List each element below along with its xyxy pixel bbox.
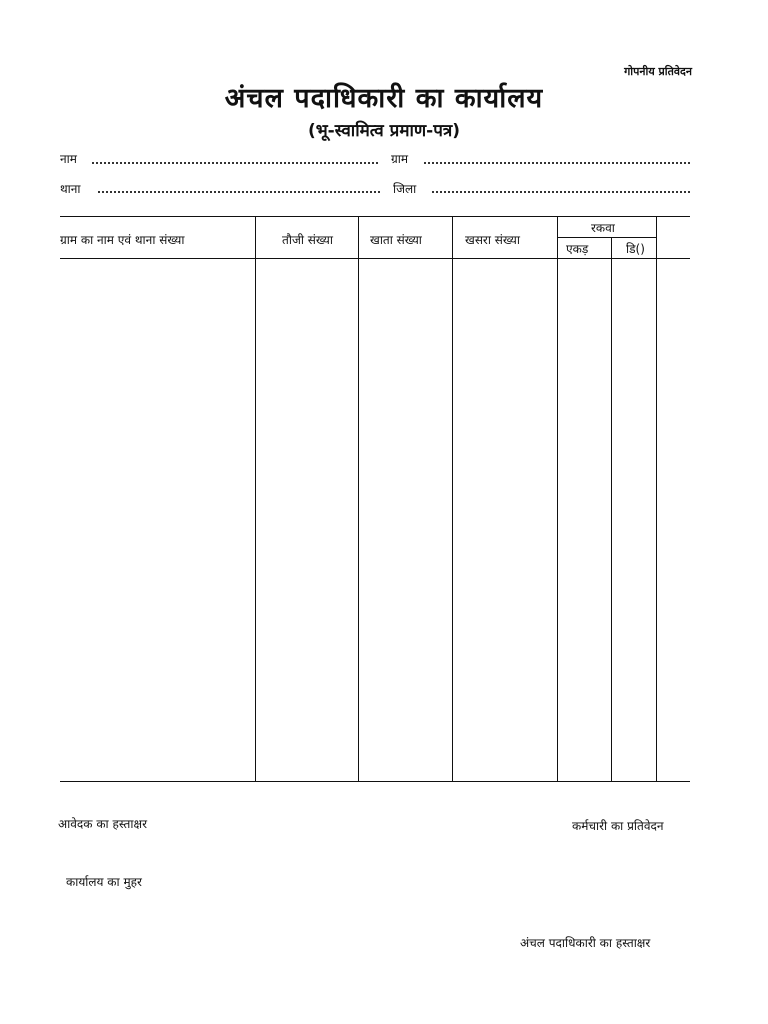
column-header-village-thana: ग्राम का नाम एवं थाना संख्या (60, 233, 185, 247)
page-title: अंचल पदाधिकारी का कार्यालय (224, 83, 544, 114)
office-seal-label: कार्यालय का मुहर (66, 875, 142, 889)
officer-signature-label: अंचल पदाधिकारी का हस्ताक्षर (520, 936, 651, 950)
applicant-signature-label: आवेदक का हस्ताक्षर (58, 817, 147, 831)
police-station-field[interactable] (98, 191, 380, 193)
name-label: नाम (60, 152, 77, 166)
table-bottom-border (60, 781, 690, 782)
confidential-report-label: गोपनीय प्रतिवेदन (624, 65, 692, 78)
page-subtitle: (भू-स्वामित्व प्रमाण-पत्र) (307, 121, 461, 141)
column-header-acre: एकड़ (566, 242, 589, 256)
village-label: ग्राम (391, 152, 409, 166)
table-top-border (60, 216, 690, 217)
table-body[interactable] (60, 260, 690, 780)
column-header-tauzi: तौजी संख्या (282, 233, 333, 247)
area-subheader-divider (558, 237, 656, 238)
employee-report-label: कर्मचारी का प्रतिवेदन (572, 819, 664, 833)
column-header-khasra: खसरा संख्या (465, 233, 520, 247)
column-header-khata: खाता संख्या (370, 233, 422, 247)
column-header-area: रकवा (591, 221, 615, 235)
police-station-label: थाना (60, 182, 81, 196)
column-header-decimal: डि() (626, 242, 645, 256)
district-field[interactable] (432, 191, 690, 193)
table-header-bottom-border (60, 258, 690, 259)
name-field[interactable] (92, 162, 378, 164)
district-label: जिला (393, 182, 417, 196)
village-field[interactable] (424, 162, 690, 164)
